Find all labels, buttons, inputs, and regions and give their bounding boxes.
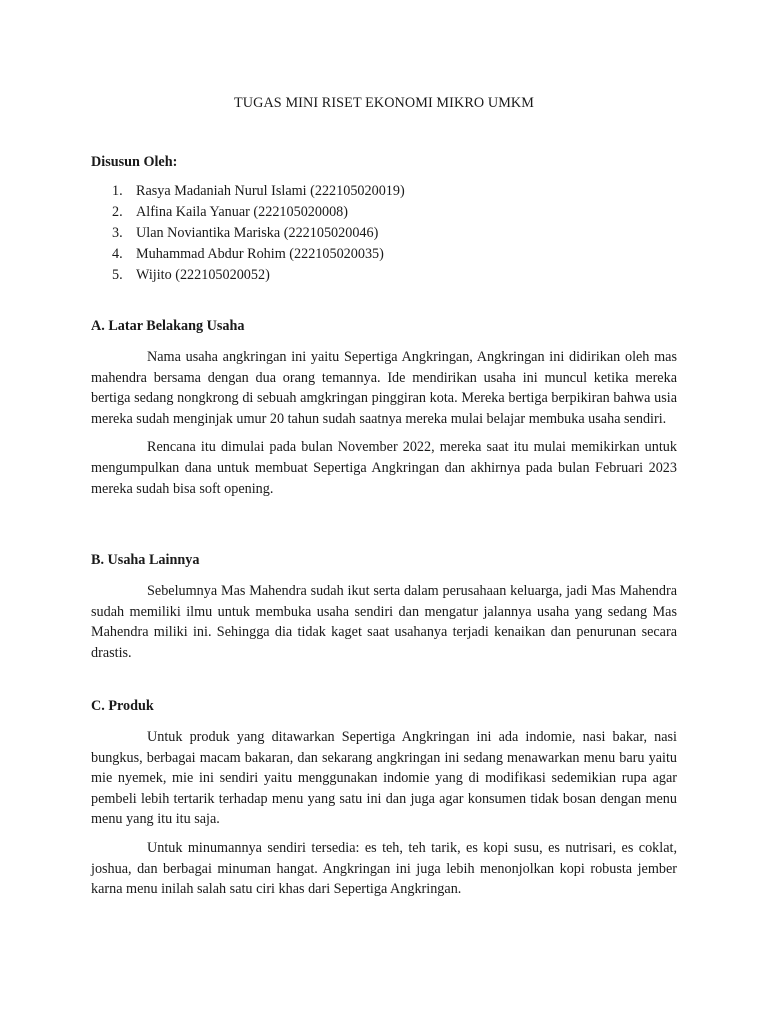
section-latar-belakang <box>91 318 677 507</box>
authors-list <box>112 181 405 286</box>
author-item <box>112 244 405 265</box>
section-paragraph: Sebelumnya Mas Mahendra sudah ikut serta dalam perusahaan keluarga, jadi Mas Mahendra sudah memiliki ilmu untuk membuka usaha sendiri dan mengatur jalannya usaha yang sedang Mas Mahendra miliki ini. Sehingga dia tidak kaget saat usahanya terjadi kenaikan dan penurunan secara drastis. <box>91 583 677 661</box>
section-paragraph: Nama usaha angkringan ini yaitu Sepertiga Angkringan, Angkringan ini didirikan oleh mas mahendra bersama dengan dua orang temannya. Ide mendirikan usaha ini muncul ketika mereka bertiga sedang nongkrong di sebuah amgkringan pinggiran kota. Mereka bertiga berpikiran bahwa usia mereka sudah menginjak umur 20 tahun sudah saatnya mereka mulai belajar membuka usaha sendiri. <box>91 349 677 427</box>
author-item <box>112 223 405 244</box>
authors-heading: Disusun Oleh: <box>91 154 178 170</box>
section-heading: A. Latar Belakang Usaha <box>91 318 245 334</box>
author-name: Muhammad Abdur Rohim (222105020035) <box>136 246 384 262</box>
author-item <box>112 181 405 202</box>
author-number: 3. <box>112 225 123 241</box>
author-number: 2. <box>112 204 123 220</box>
section-heading: B. Usaha Lainnya <box>91 552 200 568</box>
section-heading: C. Produk <box>91 698 154 714</box>
author-number: 5. <box>112 267 123 283</box>
author-name: Alfina Kaila Yanuar (222105020008) <box>136 204 348 220</box>
author-name: Wijito (222105020052) <box>136 267 270 283</box>
section-usaha-lainnya <box>91 552 677 671</box>
author-item <box>112 202 405 223</box>
author-item <box>112 265 405 286</box>
document-title: TUGAS MINI RISET EKONOMI MIKRO UMKM <box>234 95 534 111</box>
section-paragraph: Rencana itu dimulai pada bulan November 2022, mereka saat itu mulai memikirkan untuk mengumpulkan dana untuk membuat Sepertiga Angkringan dan akhirnya pada bulan Februari 2023 mereka sudah bisa soft opening. <box>91 439 677 497</box>
author-number: 1. <box>112 183 123 199</box>
author-name: Ulan Noviantika Mariska (222105020046) <box>136 225 379 241</box>
section-paragraph: Untuk minumannya sendiri tersedia: es teh, teh tarik, es kopi susu, es nutrisari, es coklat, joshua, dan berbagai minuman hangat. Angkringan ini juga lebih menonjolkan kopi robusta jember karna menu inilah salah satu ciri khas dari Sepertiga Angkringan. <box>91 839 677 898</box>
section-paragraph: Untuk produk yang ditawarkan Sepertiga Angkringan ini ada indomie, nasi bakar, nasi bungkus, berbagai macam bakaran, dan sekarang angkringan ini sedang menawarkan menu baru yaitu mie nyemek, mie ini sendiri yaitu menggunakan indomie yang di modifikasi sedemikian rupa agar pembeli lebih tertarik terhadap menu yang satu ini dan juga agar konsumen tidak bosan dengan menu menu yang itu itu saja. <box>91 729 677 828</box>
author-number: 4. <box>112 246 123 262</box>
author-name: Rasya Madaniah Nurul Islami (222105020019) <box>136 183 405 199</box>
section-produk <box>91 698 677 908</box>
